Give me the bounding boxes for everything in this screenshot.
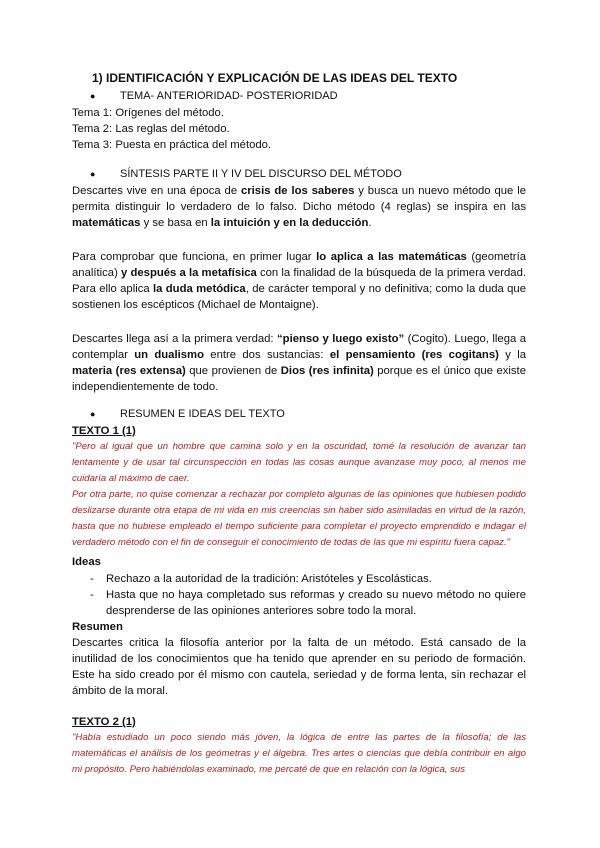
paragraph-3: Descartes llega así a la primera verdad: “pienso y luego existo” (Cogito). Luego, llega a contemplar un dualismo entre dos sustancias: el pensamiento (res cogitans) y la materia (res extensa) que provienen de Dios (res infinita) porque es el único que existe independientemente de todo.	[72, 333, 526, 393]
tema-1: Tema 1: Orígenes del método.	[72, 107, 224, 119]
resumen-paragraph: Descartes critica la filosofía anterior por la falta de un método. Está cansado de la inutilidad de los conocimientos que ha tenido que aprender en su periodo de formación. Este ha sido creado por él mismo con cautela, seriedad y de forma lenta, sin rechazar el ámbito de la moral.	[72, 637, 526, 697]
tema-3: Tema 3: Puesta en práctica del método.	[72, 139, 272, 151]
idea-item-2: - Hasta que no haya completado sus reformas y creado su nuevo método no quiere desprenderse de las opiniones anteriores sobre todo la moral.	[90, 589, 526, 617]
texto-1-quote-1: "Pero al igual que un hombre que camina solo y en la oscuridad, tomé la resolución de avanzar tan lentamente y de usar tal circunspección en todas las cosas aunque avanzase muy poco, al menos me cuidaría al máximo de caer.	[72, 441, 526, 484]
bullet-sintesis	[90, 166, 402, 182]
texto-2-title: TEXTO 2 (1)	[72, 716, 136, 728]
tema-2: Tema 2: Las reglas del método.	[72, 123, 230, 135]
bullet-dot-icon: ●	[90, 169, 96, 179]
bullet-tema-text: TEMA- ANTERIORIDAD- POSTERIORIDAD	[120, 90, 338, 102]
bullet-dot-icon: ●	[90, 409, 96, 419]
texto-1-title: TEXTO 1 (1)	[72, 425, 136, 437]
resumen-label: Resumen	[72, 621, 123, 633]
bullet-resumen-text: RESUMEN E IDEAS DEL TEXTO	[120, 408, 285, 420]
paragraph-1: Descartes vive en una época de crisis de los saberes y busca un nuevo método que le permita distinguir lo verdadero de lo falso. Dicho método (4 reglas) se inspira en las matemáticas y se basa en la intuición y en la deducción.	[72, 185, 526, 229]
bullet-sintesis-text: SÍNTESIS PARTE II Y IV DEL DISCURSO DEL MÉTODO	[120, 168, 402, 180]
paragraph-2: Para comprobar que funciona, en primer lugar lo aplica a las matemáticas (geometría analítica) y después a la metafísica con la finalidad de la búsqueda de la primera verdad. Para ello aplica la duda metódica, de carácter temporal y no definitiva; como la duda que sostienen los escépticos (Michael de Montaigne).	[72, 251, 526, 311]
bullet-tema	[90, 88, 338, 104]
section-heading: 1) IDENTIFICACIÓN Y EXPLICACIÓN DE LAS IDEAS DEL TEXTO	[92, 71, 458, 85]
bullet-resumen	[90, 406, 285, 422]
texto-1-quote-2: Por otra parte, no quise comenzar a rechazar por completo algunas de las opiniones que hubiesen podido deslizarse durante otra etapa de mi vida en mis creencias sin haber sido asimiladas en virtud de la razón, hasta que no hubiese empleado el tiempo suficiente para completar el proyecto emprendido e indagar el verdadero método con el fin de conseguir el conocimiento de todas de las que mi espíritu fuera capaz."	[72, 489, 526, 548]
bullet-dot-icon: ●	[90, 91, 96, 101]
ideas-label: Ideas	[72, 556, 101, 568]
texto-2-quote: "Había estudiado un poco siendo más jóven, la lógica de entre las partes de la filosofía; de las matemáticas el análisis de los geómetras y el álgebra. Tres artes o ciencias que debía contribuir en algo mi propósito. Pero habiéndolas examinado, me percaté de que en relación con la lógica, sus	[72, 732, 526, 775]
idea-item-1: - Rechazo a la autoridad de la tradición: Aristóteles y Escolásticas.	[90, 573, 432, 585]
